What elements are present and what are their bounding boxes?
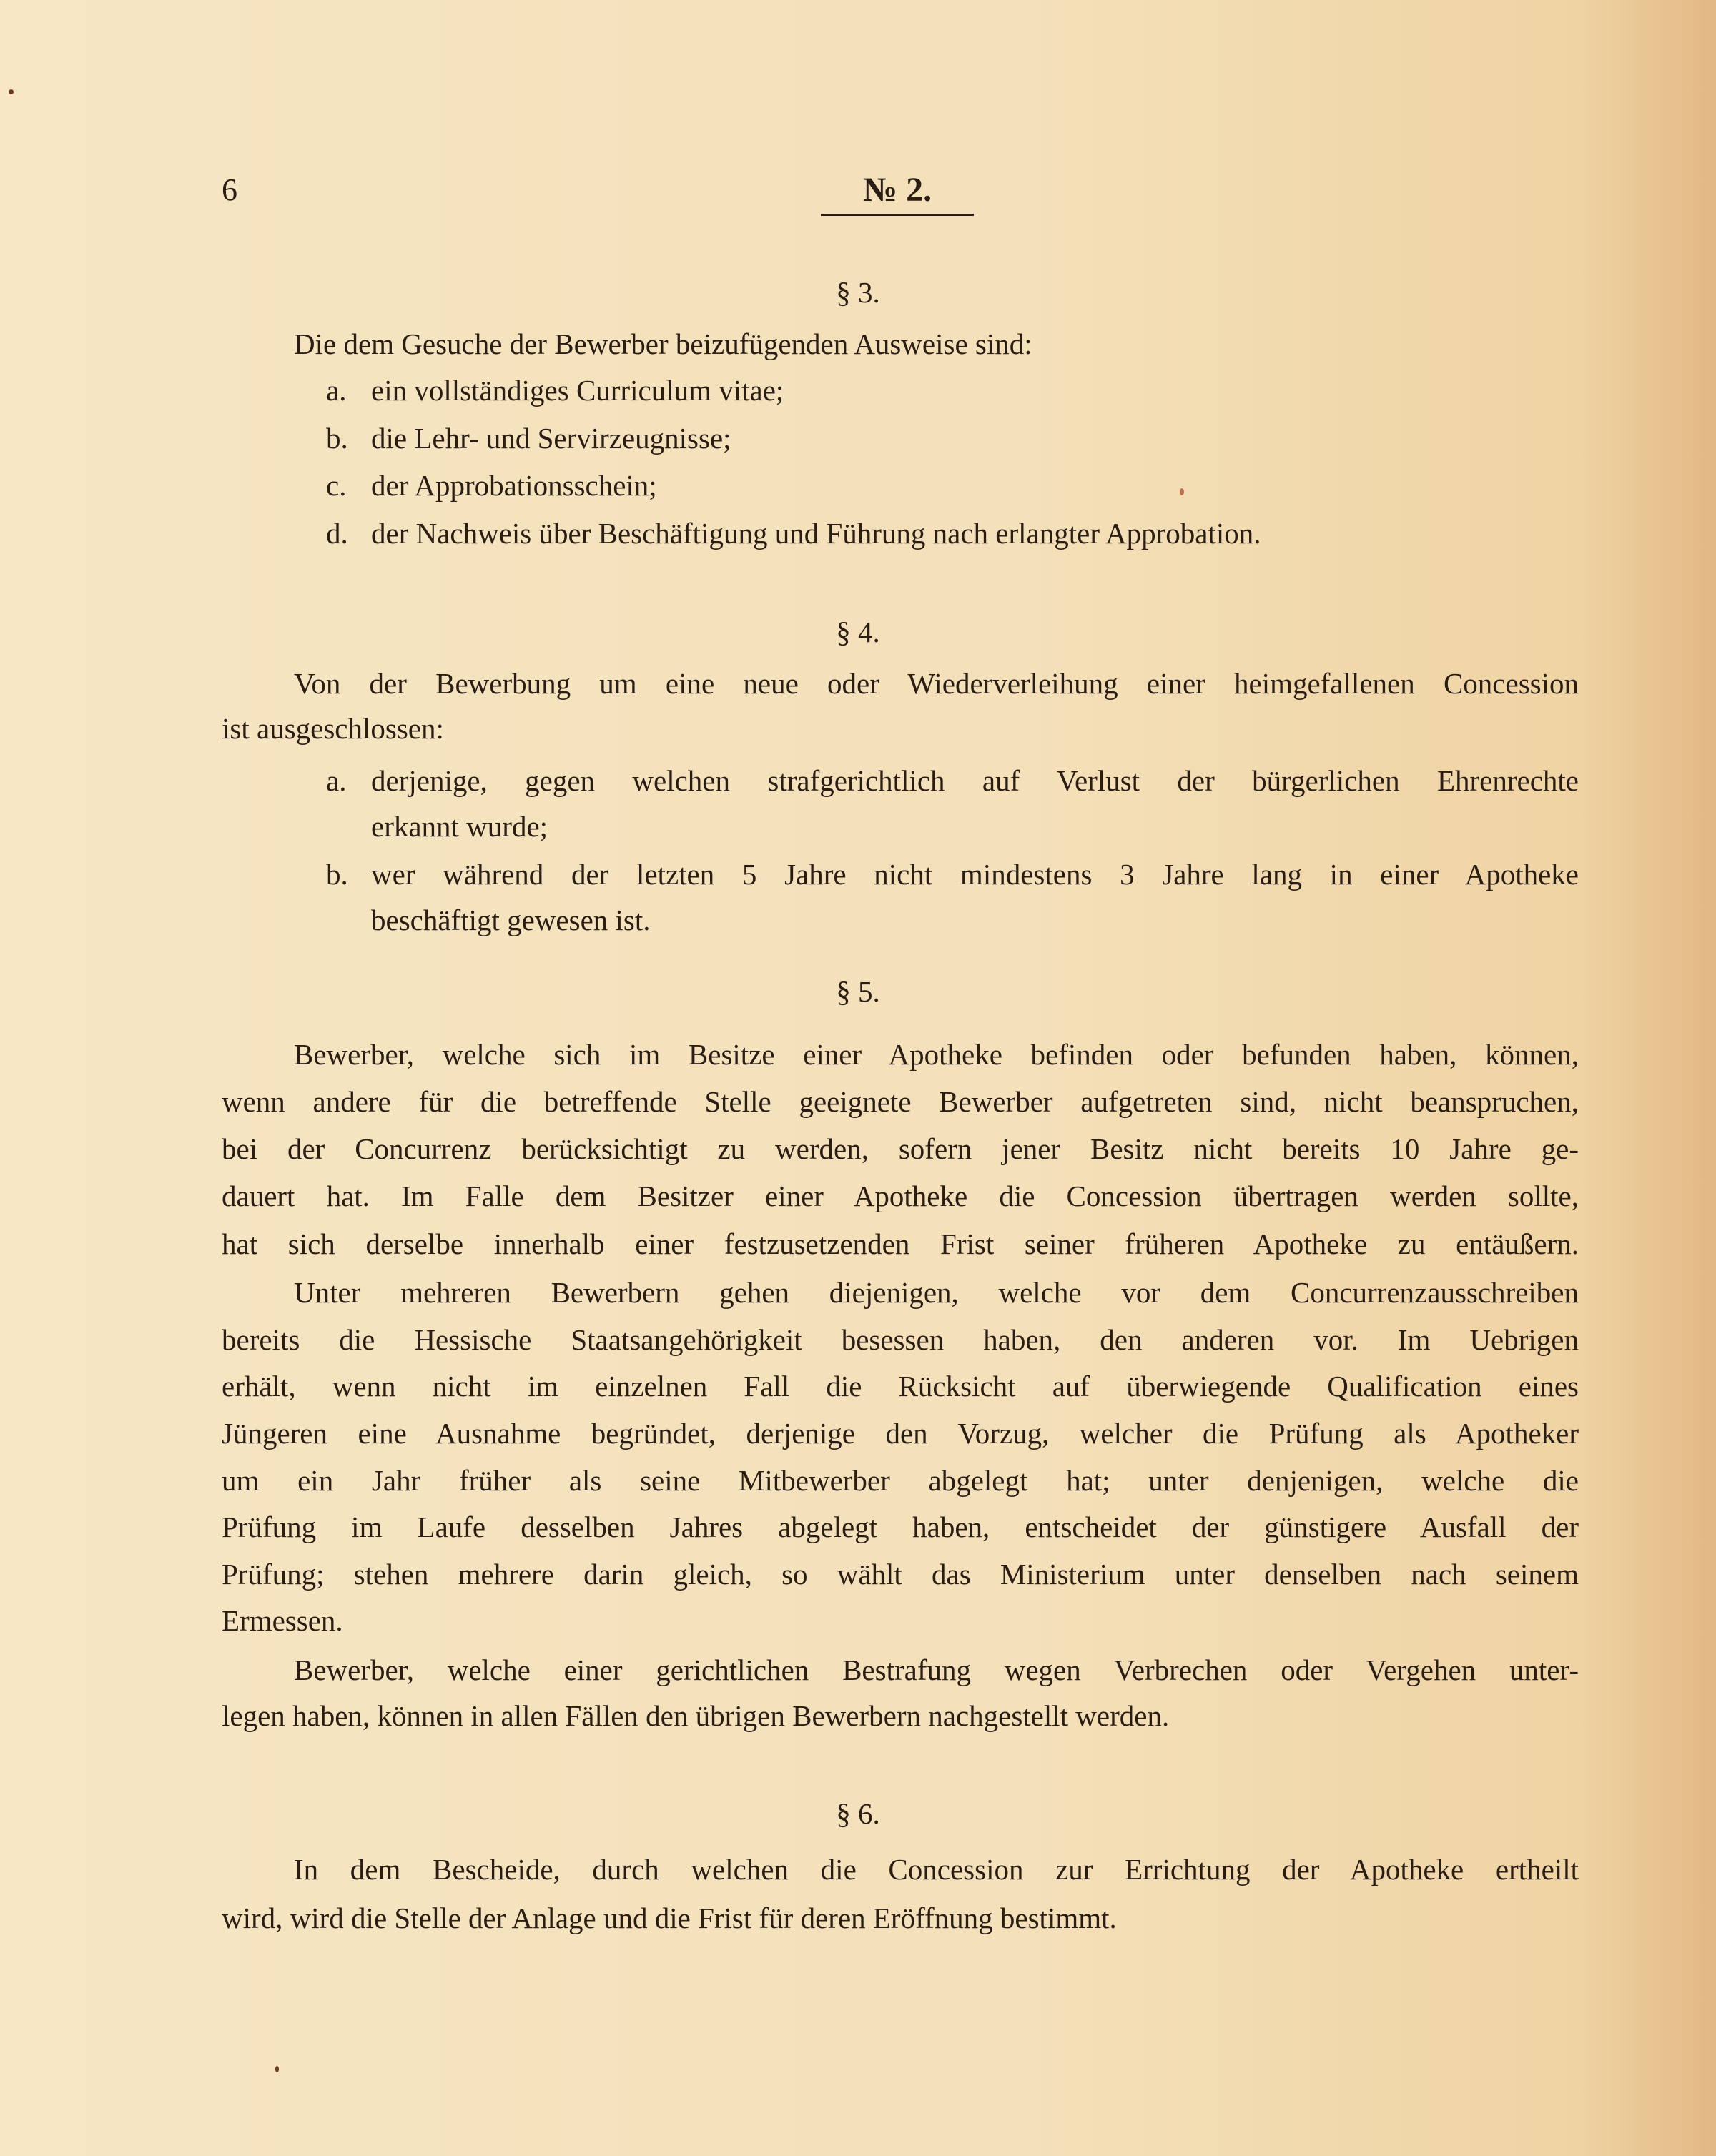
list-marker: c. bbox=[326, 469, 347, 502]
paper-speck bbox=[1180, 488, 1184, 495]
section-3-title: § 3. bbox=[836, 276, 880, 309]
list-item: derjenige, gegen welchen strafgerichtlich auf Verlust der bürgerlichen Ehrenrechte bbox=[371, 764, 1579, 797]
list-item-continuation: erkannt wurde; bbox=[371, 810, 548, 843]
text-line: Jüngeren eine Ausnahme begründet, derjenige den Vorzug, welcher die Prüfung als Apotheker bbox=[222, 1417, 1579, 1450]
text-line: Prüfung im Laufe desselben Jahres abgelegt haben, entscheidet der günstigere Ausfall der bbox=[222, 1510, 1579, 1543]
text-line: erhält, wenn nicht im einzelnen Fall die Rücksicht auf überwiegende Qualification eines bbox=[222, 1370, 1579, 1403]
section-6-title: § 6. bbox=[836, 1797, 880, 1830]
text-line: Prüfung; stehen mehrere darin gleich, so wählt das Ministerium unter denselben nach seinem bbox=[222, 1558, 1579, 1591]
text-line: Von der Bewerbung um eine neue oder Wiederverleihung einer heimgefallenen Concession bbox=[294, 667, 1579, 700]
list-item: der Nachweis über Beschäftigung und Führung nach erlangter Approbation. bbox=[371, 517, 1261, 550]
text-line: ist ausgeschlossen: bbox=[222, 712, 444, 745]
list-item: ein vollständiges Curriculum vitae; bbox=[371, 374, 784, 407]
list-marker: b. bbox=[326, 858, 348, 891]
list-item: die Lehr- und Servirzeugnisse; bbox=[371, 422, 731, 455]
text-line: Bewerber, welche sich im Besitze einer Apotheke befinden oder befunden haben, können, bbox=[294, 1038, 1579, 1071]
text-line: Die dem Gesuche der Bewerber beizufügenden Ausweise sind: bbox=[294, 327, 1032, 360]
text-line: legen haben, können in allen Fällen den übrigen Bewerbern nachgestellt werden. bbox=[222, 1699, 1170, 1732]
text-line: In dem Bescheide, durch welchen die Concession zur Errichtung der Apotheke ertheilt bbox=[294, 1853, 1579, 1886]
text-line: wird, wird die Stelle der Anlage und die Frist für deren Eröffnung bestimmt. bbox=[222, 1902, 1117, 1934]
list-item: der Approbationsschein; bbox=[371, 469, 657, 502]
list-item-continuation: beschäftigt gewesen ist. bbox=[371, 904, 651, 936]
section-4-title: § 4. bbox=[836, 615, 880, 648]
text-line: wenn andere für die betreffende Stelle geeignete Bewerber aufgetreten sind, nicht beanspruchen, bbox=[222, 1085, 1579, 1118]
text-line: Ermessen. bbox=[222, 1604, 343, 1637]
paper-speck bbox=[275, 2066, 279, 2072]
list-marker: a. bbox=[326, 764, 347, 797]
text-line: um ein Jahr früher als seine Mitbewerber abgelegt hat; unter denjenigen, welche die bbox=[222, 1464, 1579, 1497]
text-line: dauert hat. Im Falle dem Besitzer einer Apotheke die Concession übertragen werden sollte, bbox=[222, 1180, 1579, 1212]
list-marker: b. bbox=[326, 422, 348, 455]
page-number: 6 bbox=[222, 172, 237, 207]
section-5-title: § 5. bbox=[836, 975, 880, 1008]
issue-number: № 2. bbox=[821, 170, 974, 216]
text-line: bereits die Hessische Staatsangehörigkeit besessen haben, den anderen vor. Im Uebrigen bbox=[222, 1323, 1579, 1356]
text-line: bei der Concurrenz berücksichtigt zu werden, sofern jener Besitz nicht bereits 10 Jahre ge- bbox=[222, 1132, 1579, 1165]
text-line: Unter mehreren Bewerbern gehen diejenigen, welche vor dem Concurrenzausschreiben bbox=[294, 1276, 1579, 1309]
paper-speck bbox=[9, 89, 14, 94]
text-line: hat sich derselbe innerhalb einer festzusetzenden Frist seiner früheren Apotheke zu entäußern. bbox=[222, 1227, 1579, 1260]
list-item: wer während der letzten 5 Jahre nicht mindestens 3 Jahre lang in einer Apotheke bbox=[371, 858, 1579, 891]
text-line: Bewerber, welche einer gerichtlichen Bestrafung wegen Verbrechen oder Vergehen unter- bbox=[294, 1653, 1579, 1686]
list-marker: a. bbox=[326, 374, 347, 407]
list-marker: d. bbox=[326, 517, 348, 550]
